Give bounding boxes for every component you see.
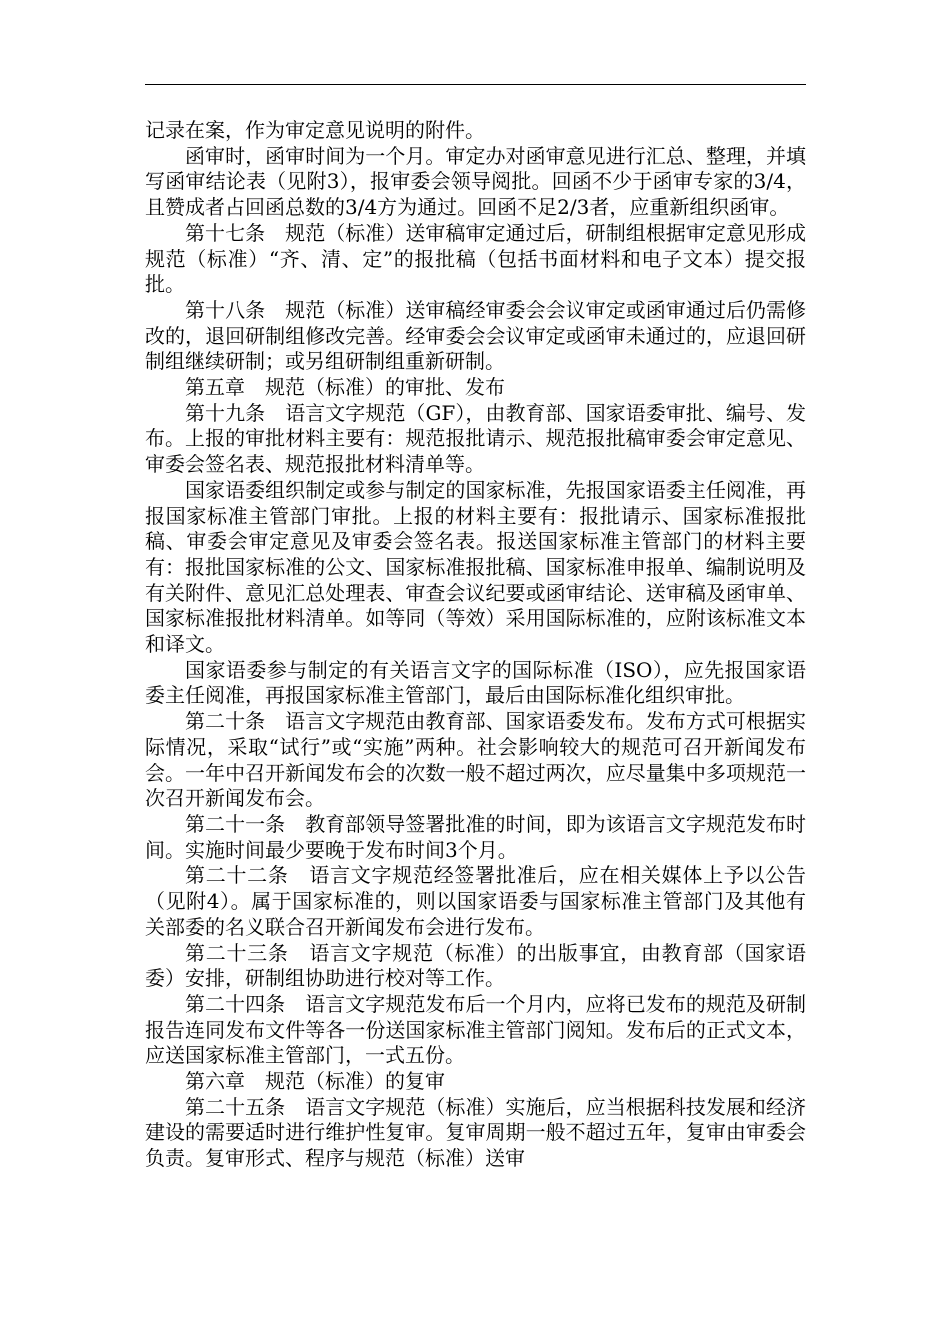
- paragraph: 记录在案，作为审定意见说明的附件。: [145, 118, 485, 142]
- header-rule: [145, 84, 806, 85]
- document-body: [145, 118, 806, 1172]
- paragraph: 国家语委参与制定的有关语言文字的国际标准（ISO），应先报国家语委主任阅准，再报国家标准主管部门，最后由国际标准化组织审批。: [145, 657, 806, 708]
- article-17: 第十七条 规范（标准）送审稿审定通过后，研制组根据审定意见形成规范（标准）“齐、清、定”的报批稿（包括书面材料和电子文本）提交报批。: [145, 220, 806, 297]
- paragraph: 函审时，函审时间为一个月。审定办对函审意见进行汇总、整理，并填写函审结论表（见附3），报审委会领导阅批。回函不少于函审专家的3/4，且赞成者占回函总数的3/4方为通过。回函不足2/3者，应重新组织函审。: [145, 143, 806, 220]
- article-18: 第十八条 规范（标准）送审稿经审委会会议审定或函审通过后仍需修改的，退回研制组修改完善。经审委会会议审定或函审未通过的，应退回研制组继续研制；或另组研制组重新研制。: [145, 297, 806, 374]
- article-21: 第二十一条 教育部领导签署批准的时间，即为该语言文字规范发布时间。实施时间最少要晚于发布时间3个月。: [145, 811, 806, 862]
- article-22: 第二十二条 语言文字规范经签署批准后，应在相关媒体上予以公告（见附4）。属于国家标准的，则以国家语委与国家标准主管部门及其他有关部委的名义联合召开新闻发布会进行发布。: [145, 863, 806, 939]
- article-20: 第二十条 语言文字规范由教育部、国家语委发布。发布方式可根据实际情况，采取“试行”或“实施”两种。社会影响较大的规范可召开新闻发布会。一年中召开新闻发布会的次数一般不超过两次，应尽量集中多项规范一次召开新闻发布会。: [145, 709, 806, 811]
- paragraph: 国家语委组织制定或参与制定的国家标准，先报国家语委主任阅准，再报国家标准主管部门审批。上报的材料主要有：报批请示、国家标准报批稿、审委会审定意见及审委会签名表。报送国家标准主管部门的材料主要有：报批国家标准的公文、国家标准报批稿、国家标准申报单、编制说明及有关附件、意见汇总处理表、审查会议纪要或函审结论、送审稿及函审单、国家标准报批材料清单。如等同（等效）采用国际标准的，应附该标准文本和译文。: [145, 477, 806, 657]
- chapter-6-heading: 第六章 规范（标准）的复审: [185, 1069, 445, 1094]
- article-23: 第二十三条 语言文字规范（标准）的出版事宜，由教育部（国家语委）安排，研制组协助进行校对等工作。: [145, 940, 806, 991]
- article-25: 第二十五条 语言文字规范（标准）实施后，应当根据科技发展和经济建设的需要适时进行维护性复审。复审周期一般不超过五年，复审由审委会负责。复审形式、程序与规范（标准）送审: [145, 1094, 806, 1171]
- chapter-5-heading: 第五章 规范（标准）的审批、发布: [185, 375, 505, 400]
- article-24: 第二十四条 语言文字规范发布后一个月内，应将已发布的规范及研制报告连同发布文件等各一份送国家标准主管部门阅知。发布后的正式文本，应送国家标准主管部门，一式五份。: [145, 991, 806, 1068]
- article-19: 第十九条 语言文字规范（GF），由教育部、国家语委审批、编号、发布。上报的审批材料主要有：规范报批请示、规范报批稿审委会审定意见、审委会签名表、规范报批材料清单等。: [145, 400, 806, 477]
